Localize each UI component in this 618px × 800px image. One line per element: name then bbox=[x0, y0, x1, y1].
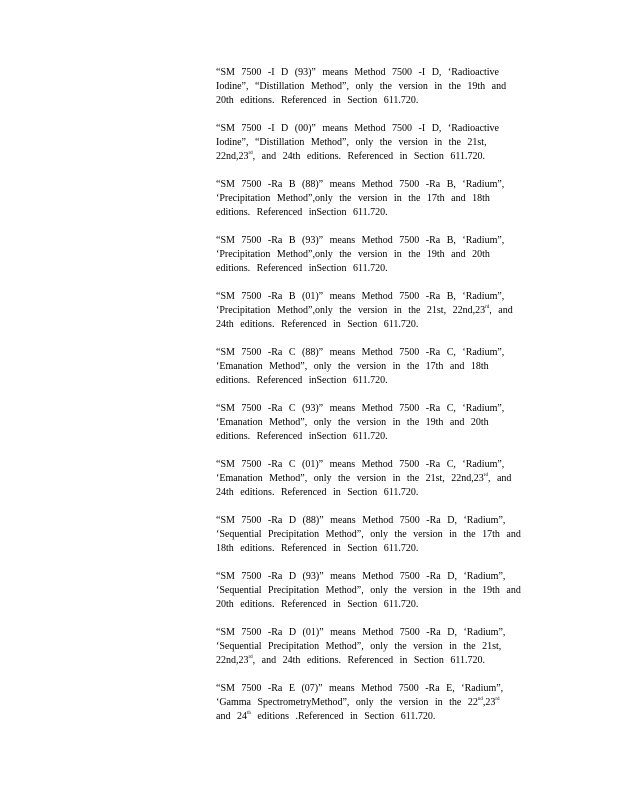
entry-text: and 24 bbox=[216, 711, 247, 722]
entry-line: “SM 7500 -Ra D (88)” means Method 7500 -Ra D, ‘Radium”, bbox=[216, 515, 506, 526]
definition-entry bbox=[216, 66, 546, 108]
entry-text: 22nd,23 bbox=[216, 151, 249, 162]
entry-line: editions. Referenced inSection 611.720. bbox=[216, 263, 388, 274]
entry-text: ‘Precipitation Method”,only the version in the 21st, 22nd,23 bbox=[216, 305, 486, 316]
entry-line: 20th editions. Referenced in Section 611.720. bbox=[216, 599, 419, 610]
entry-line: “SM 7500 -Ra B (01)” means Method 7500 -Ra B, ‘Radium”, bbox=[216, 291, 505, 302]
entry-line: “SM 7500 -Ra C (01)” means Method 7500 -Ra C, ‘Radium”, bbox=[216, 459, 505, 470]
superscript: th bbox=[246, 711, 251, 716]
entry-line: ‘Emanation Method”, only the version in the 17th and 18th bbox=[216, 361, 489, 372]
entry-line: ‘Sequential Precipitation Method”, only the version in the 17th and bbox=[216, 529, 521, 540]
entry-text: ‘Gamma SpectrometryMethod”, only the version in the 22 bbox=[216, 697, 478, 708]
definition-entry bbox=[216, 626, 546, 668]
superscript: rd bbox=[485, 305, 490, 310]
entry-line bbox=[216, 472, 546, 486]
entry-line: editions. Referenced inSection 611.720. bbox=[216, 375, 388, 386]
entry-line: “SM 7500 -I D (93)” means Method 7500 -I D, ‘Radioactive bbox=[216, 67, 499, 78]
entry-line: ‘Precipitation Method”,only the version in the 17th and 18th bbox=[216, 193, 490, 204]
superscript: rd bbox=[248, 655, 253, 660]
definition-entry bbox=[216, 402, 546, 444]
entry-line: Iodine”, “Distillation Method”, only the version in the 21st, bbox=[216, 137, 487, 148]
entry-line: “SM 7500 -I D (00)” means Method 7500 -I D, ‘Radioactive bbox=[216, 123, 499, 134]
entry-line: “SM 7500 -Ra E (07)” means Method 7500 -Ra E, ‘Radium”, bbox=[216, 683, 504, 694]
entry-line: 24th editions. Referenced in Section 611.720. bbox=[216, 487, 419, 498]
entry-line: editions. Referenced inSection 611.720. bbox=[216, 207, 388, 218]
entry-line: 18th editions. Referenced in Section 611.720. bbox=[216, 543, 419, 554]
definition-entry bbox=[216, 234, 546, 276]
entry-line: “SM 7500 -Ra D (01)” means Method 7500 -Ra D, ‘Radium”, bbox=[216, 627, 506, 638]
entry-text: , and 24th editions. Referenced in Section 611.720. bbox=[252, 655, 485, 666]
superscript: rd bbox=[248, 151, 253, 156]
entry-line: “SM 7500 -Ra C (93)” means Method 7500 -Ra C, ‘Radium”, bbox=[216, 403, 505, 414]
entry-line: 24th editions. Referenced in Section 611.720. bbox=[216, 319, 419, 330]
superscript: nd bbox=[477, 697, 483, 702]
entry-line: “SM 7500 -Ra D (93)” means Method 7500 -Ra D, ‘Radium”, bbox=[216, 571, 506, 582]
definition-entry bbox=[216, 178, 546, 220]
entry-line: ‘Sequential Precipitation Method”, only the version in the 19th and bbox=[216, 585, 521, 596]
entry-text: 22nd,23 bbox=[216, 655, 249, 666]
entry-line bbox=[216, 304, 546, 318]
document-page bbox=[216, 66, 546, 738]
entry-line: editions. Referenced inSection 611.720. bbox=[216, 431, 388, 442]
entry-text: , and 24th editions. Referenced in Section 611.720. bbox=[252, 151, 485, 162]
entry-text: editions .Referenced in Section 611.720. bbox=[257, 711, 436, 722]
entry-text: , and bbox=[489, 305, 513, 316]
entry-line: Iodine”, “Distillation Method”, only the version in the 19th and bbox=[216, 81, 507, 92]
entry-line bbox=[216, 696, 546, 710]
entry-line: ‘Precipitation Method”,only the version in the 19th and 20th bbox=[216, 249, 490, 260]
definition-entry bbox=[216, 290, 546, 332]
definition-entry bbox=[216, 458, 546, 500]
entry-line bbox=[216, 710, 546, 724]
entry-line: ‘Sequential Precipitation Method”, only the version in the 21st, bbox=[216, 641, 502, 652]
entry-line bbox=[216, 654, 546, 668]
entry-text: ‘Emanation Method”, only the version in the 21st, 22nd,23 bbox=[216, 473, 484, 484]
entry-line: “SM 7500 -Ra C (88)” means Method 7500 -Ra C, ‘Radium”, bbox=[216, 347, 505, 358]
definition-entry bbox=[216, 570, 546, 612]
entry-line: “SM 7500 -Ra B (93)” means Method 7500 -Ra B, ‘Radium”, bbox=[216, 235, 505, 246]
entry-text: , and bbox=[487, 473, 512, 484]
superscript: rd bbox=[495, 697, 500, 702]
definition-entry bbox=[216, 346, 546, 388]
entry-line bbox=[216, 150, 546, 164]
superscript: rd bbox=[483, 473, 488, 478]
entry-line: “SM 7500 -Ra B (88)” means Method 7500 -Ra B, ‘Radium”, bbox=[216, 179, 505, 190]
definition-entry bbox=[216, 682, 546, 724]
entry-line: ‘Emanation Method”, only the version in the 19th and 20th bbox=[216, 417, 489, 428]
entry-line: 20th editions. Referenced in Section 611.720. bbox=[216, 95, 419, 106]
definition-entry bbox=[216, 122, 546, 164]
entry-text: ,23 bbox=[482, 697, 496, 708]
definition-entry bbox=[216, 514, 546, 556]
